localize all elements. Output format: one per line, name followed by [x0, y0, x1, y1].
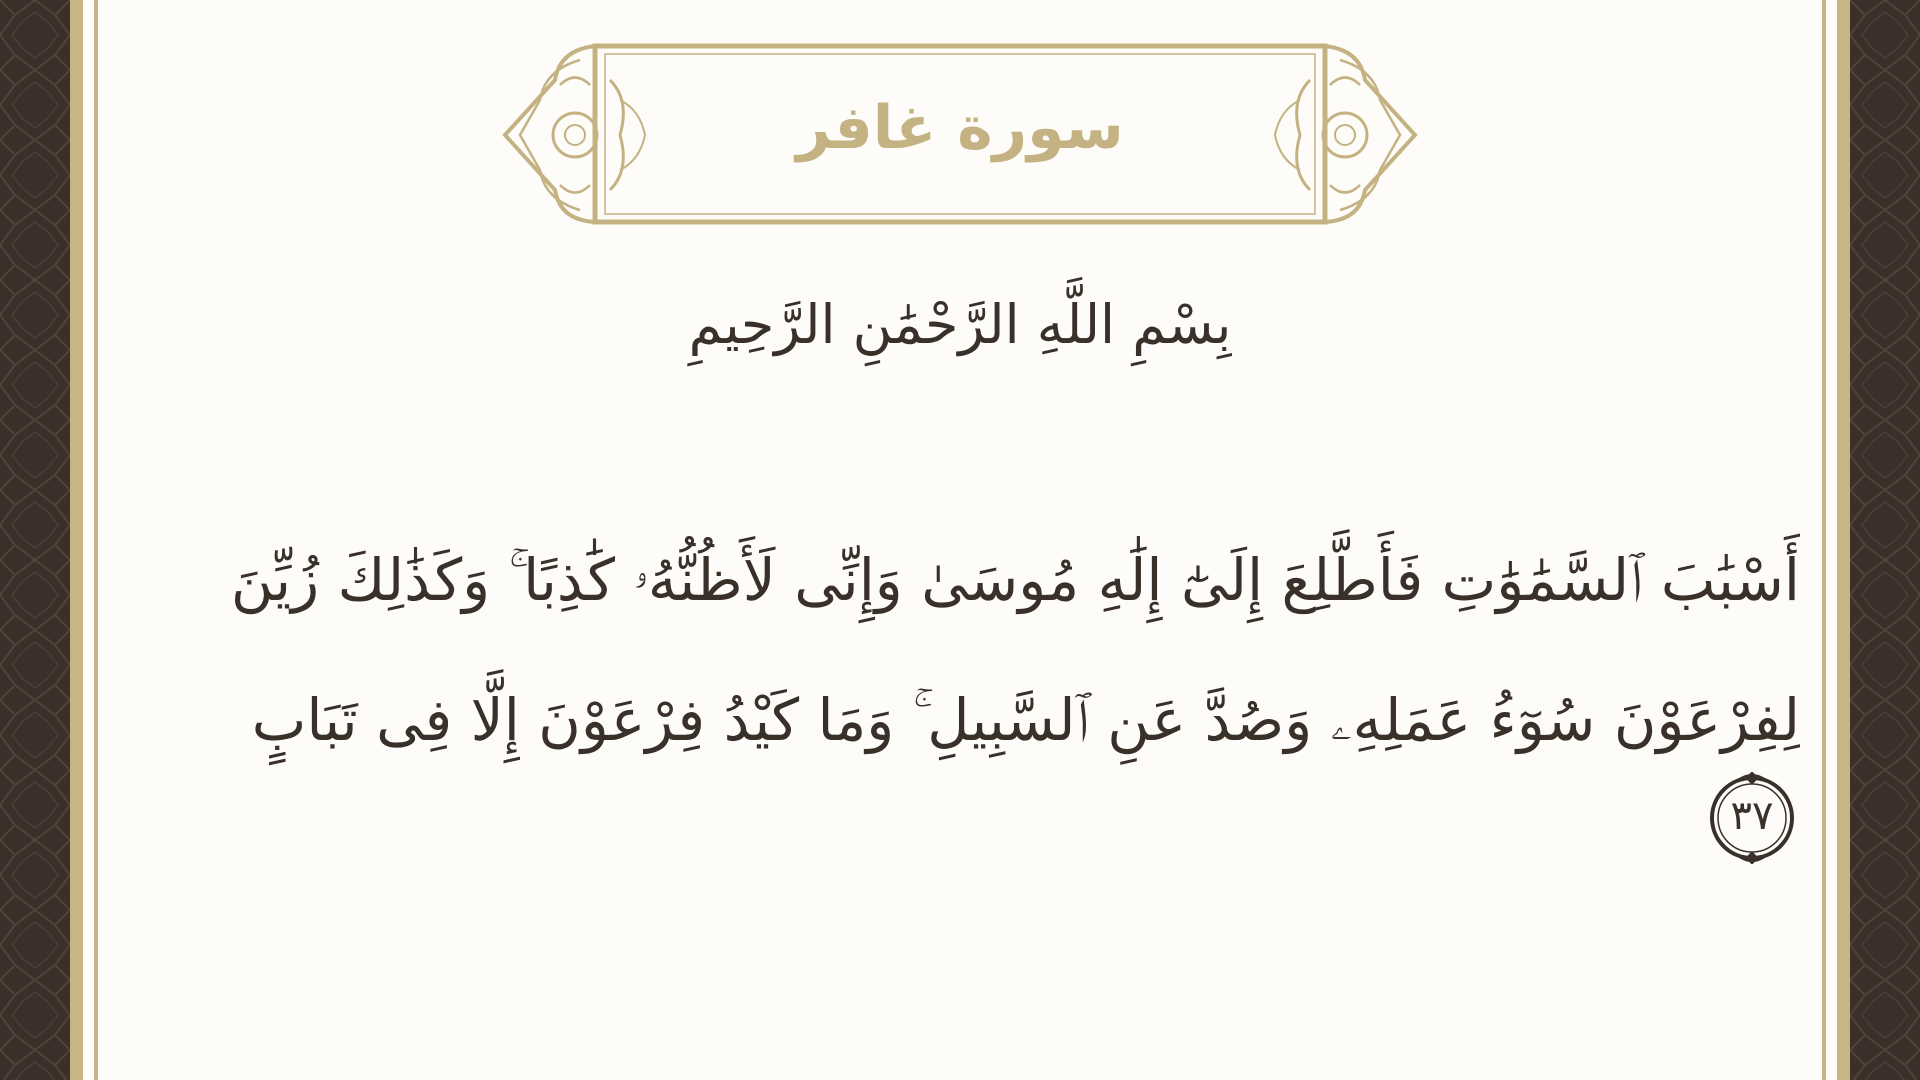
verse-text: [140, 510, 1800, 790]
verse-line-2: لِفِرْعَوْنَ سُوٓءُ عَمَلِهِۦ وَصُدَّ عَنِ ٱلسَّبِيلِ ۚ وَمَا كَيْدُ فِرْعَوْنَ إِلَّا فِى تَبَابٍ: [251, 686, 1800, 754]
right-gap: [1826, 0, 1837, 1080]
basmala: بِسْمِ اللَّهِ الرَّحْمَٰنِ الرَّحِيمِ: [688, 293, 1232, 356]
ayah-end-marker: [1706, 772, 1798, 864]
surah-title-frame: [500, 40, 1420, 230]
right-gold-rule: [1837, 0, 1850, 1080]
left-pattern-border: [0, 0, 70, 1080]
ayah-number: ٣٧: [1730, 793, 1774, 839]
right-gold-thin-rule: [1822, 0, 1826, 1080]
left-gold-thin-rule: [94, 0, 98, 1080]
verse-line-1: أَسْبَٰبَ ٱلسَّمَٰوَٰتِ فَأَطَّلِعَ إِلَىٰٓ إِلَٰهِ مُوسَىٰ وَإِنِّى لَأَظُنُّهُۥ كَٰذِبًا ۚ وَكَذَٰلِكَ زُيِّنَ: [230, 546, 1800, 614]
left-gold-rule: [70, 0, 83, 1080]
right-pattern-border: [1850, 0, 1920, 1080]
left-gap: [83, 0, 94, 1080]
surah-title: سورة غافر: [796, 93, 1124, 163]
